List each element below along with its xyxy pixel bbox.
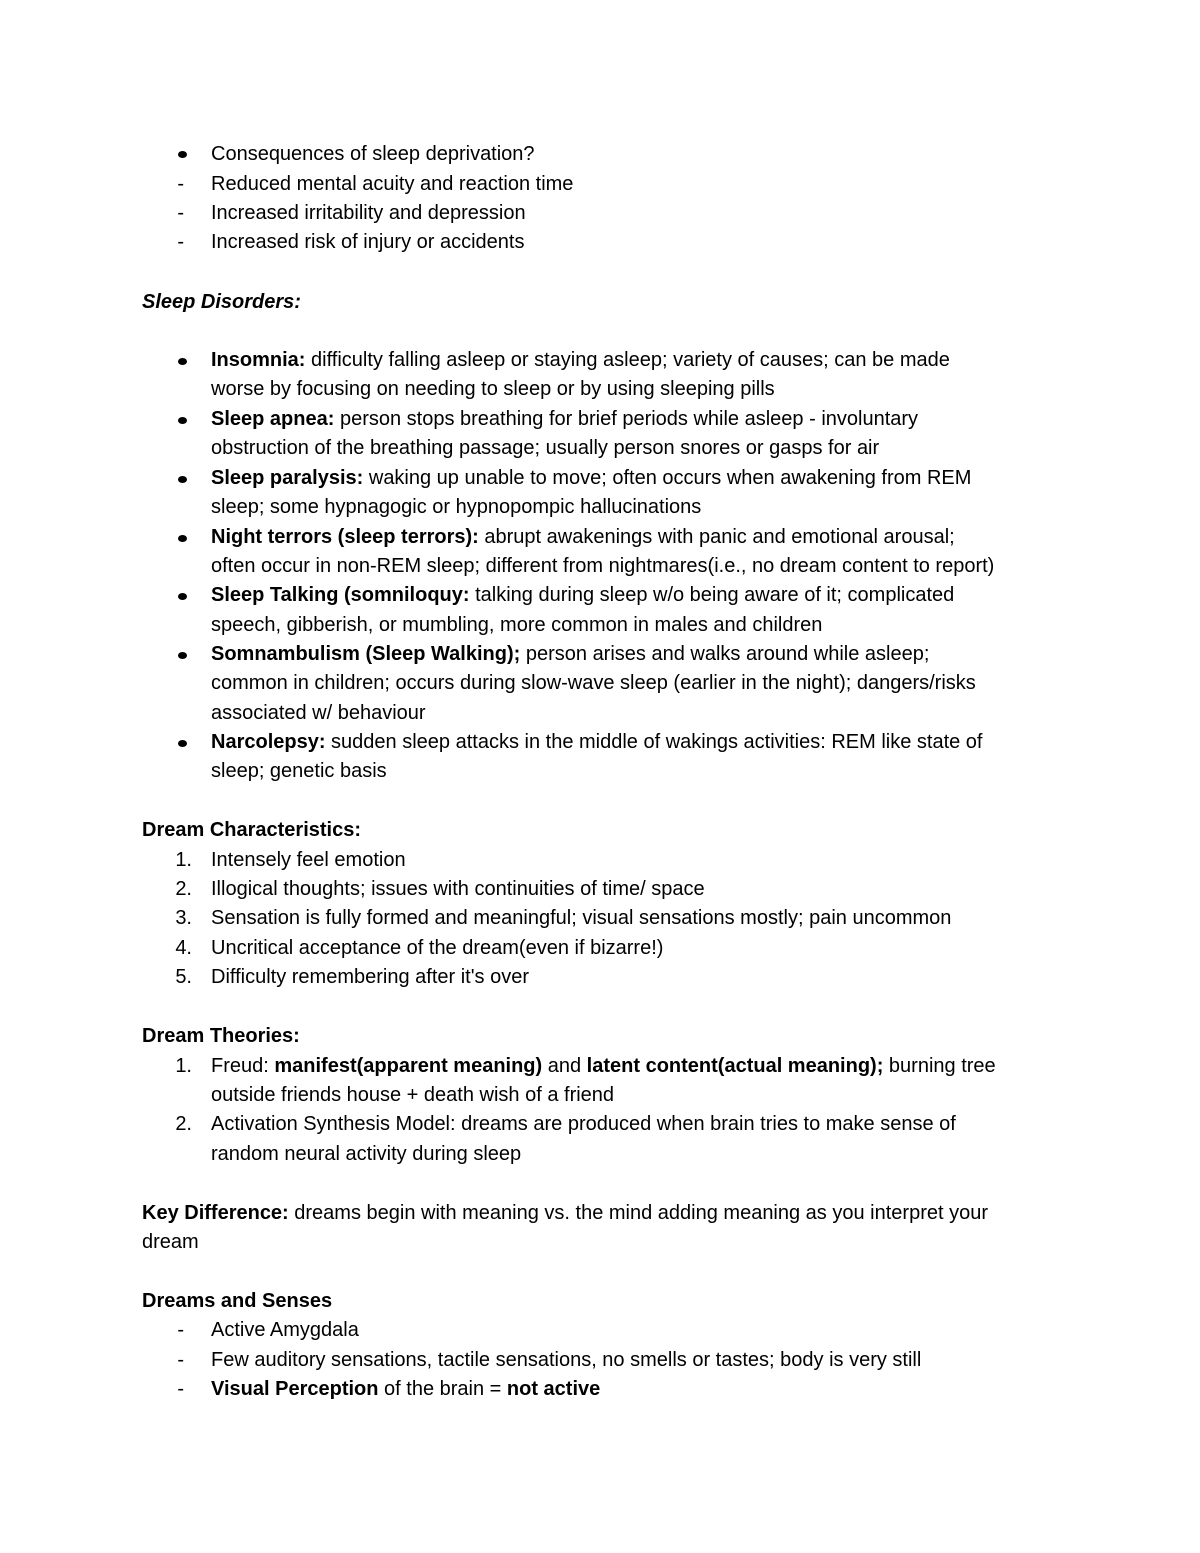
characteristic-item: Illogical thoughts; issues with continuities of time/ space bbox=[211, 878, 705, 900]
characteristic-item: Uncritical acceptance of the dream(even if bizarre!) bbox=[211, 937, 664, 959]
characteristic-item: Sensation is fully formed and meaningful; visual sensations mostly; pain uncommon bbox=[211, 907, 952, 929]
disorder-term: Night terrors (sleep terrors): bbox=[211, 526, 479, 548]
disorder-sleep-talking bbox=[211, 581, 954, 610]
senses-item: Active Amygdala bbox=[211, 1319, 359, 1341]
dash-marker: - bbox=[177, 173, 184, 195]
disorder-desc-cont: common in children; occurs during slow-wave sleep (earlier in the night); dangers/risks bbox=[211, 672, 976, 694]
key-difference-cont: dream bbox=[142, 1231, 199, 1253]
disorder-desc: difficulty falling asleep or staying asleep; variety of causes; can be made bbox=[305, 349, 950, 371]
list-number: 1. bbox=[175, 849, 192, 871]
theory-activation: Activation Synthesis Model: dreams are produced when brain tries to make sense of bbox=[211, 1113, 956, 1135]
dash-marker: - bbox=[177, 1349, 184, 1371]
characteristic-item: Difficulty remembering after it's over bbox=[211, 966, 529, 988]
disorder-desc: person stops breathing for brief periods while asleep - involuntary bbox=[334, 408, 919, 430]
theory-activation-cont: random neural activity during sleep bbox=[211, 1143, 522, 1165]
dash-marker: - bbox=[177, 1378, 184, 1400]
theory-freud bbox=[211, 1052, 996, 1081]
theory-prefix: Freud: bbox=[211, 1055, 275, 1077]
consequence-item: Reduced mental acuity and reaction time bbox=[211, 173, 574, 195]
theory-mid: and bbox=[542, 1055, 587, 1077]
senses-visual-mid: of the brain = bbox=[378, 1378, 507, 1400]
theory-term-latent: latent content(actual meaning); bbox=[586, 1055, 884, 1077]
disorder-desc: waking up unable to move; often occurs when awakening from REM bbox=[363, 467, 972, 489]
dream-characteristics-heading: Dream Characteristics: bbox=[142, 819, 361, 841]
disorder-term: Sleep paralysis: bbox=[211, 467, 364, 489]
list-number: 2. bbox=[175, 878, 192, 900]
theory-freud-cont: outside friends house + death wish of a friend bbox=[211, 1084, 615, 1106]
dash-marker: - bbox=[177, 202, 184, 224]
list-number: 3. bbox=[175, 907, 192, 929]
disorder-term: Somnambulism (Sleep Walking); bbox=[211, 643, 521, 665]
disorder-desc-cont: sleep; some hypnagogic or hypnopompic hallucinations bbox=[211, 496, 702, 518]
disorder-desc: talking during sleep w/o being aware of it; complicated bbox=[469, 584, 955, 606]
dash-marker: - bbox=[177, 231, 184, 253]
disorder-narcolepsy bbox=[211, 728, 982, 757]
disorder-term: Sleep Talking (somniloquy: bbox=[211, 584, 470, 606]
senses-item: Few auditory sensations, tactile sensations, no smells or tastes; body is very still bbox=[211, 1349, 922, 1371]
list-number: 2. bbox=[175, 1113, 192, 1135]
list-number: 4. bbox=[175, 937, 192, 959]
consequence-item: Increased risk of injury or accidents bbox=[211, 231, 525, 253]
bullet-marker bbox=[178, 652, 187, 659]
disorder-desc-cont: sleep; genetic basis bbox=[211, 760, 387, 782]
disorder-desc-cont: obstruction of the breathing passage; usually person snores or gasps for air bbox=[211, 437, 880, 459]
disorder-sleep-paralysis bbox=[211, 464, 971, 493]
theory-suffix: burning tree bbox=[883, 1055, 996, 1077]
disorder-desc: abrupt awakenings with panic and emotional arousal; bbox=[478, 526, 955, 548]
theory-term-manifest: manifest(apparent meaning) bbox=[274, 1055, 543, 1077]
bullet-marker bbox=[178, 476, 187, 483]
key-difference-label: Key Difference: bbox=[142, 1202, 289, 1224]
disorder-desc-cont: often occur in non-REM sleep; different from nightmares(i.e., no dream content to report) bbox=[211, 555, 995, 577]
bullet-marker bbox=[178, 535, 187, 542]
dream-theories-heading: Dream Theories: bbox=[142, 1025, 300, 1047]
key-difference bbox=[142, 1199, 988, 1228]
disorder-desc-cont: worse by focusing on needing to sleep or by using sleeping pills bbox=[211, 378, 775, 400]
dreams-senses-heading: Dreams and Senses bbox=[142, 1290, 333, 1312]
consequence-item: Increased irritability and depression bbox=[211, 202, 526, 224]
characteristic-item: Intensely feel emotion bbox=[211, 849, 406, 871]
disorder-term: Sleep apnea: bbox=[211, 408, 335, 430]
bullet-marker bbox=[178, 358, 187, 365]
disorder-insomnia bbox=[211, 346, 950, 375]
dash-marker: - bbox=[177, 1319, 184, 1341]
disorder-desc: sudden sleep attacks in the middle of wakings activities: REM like state of bbox=[325, 731, 983, 753]
list-number: 1. bbox=[175, 1055, 192, 1077]
list-number: 5. bbox=[175, 966, 192, 988]
disorder-sleep-apnea bbox=[211, 405, 918, 434]
consequences-question: Consequences of sleep deprivation? bbox=[211, 143, 535, 165]
disorder-night-terrors bbox=[211, 523, 955, 552]
key-difference-text: dreams begin with meaning vs. the mind adding meaning as you interpret your bbox=[288, 1202, 988, 1224]
bullet-marker bbox=[178, 593, 187, 600]
sleep-disorders-heading: Sleep Disorders: bbox=[142, 291, 301, 313]
disorder-somnambulism bbox=[211, 640, 929, 669]
disorder-desc-cont: speech, gibberish, or mumbling, more common in males and children bbox=[211, 614, 823, 636]
senses-visual-status: not active bbox=[506, 1378, 601, 1400]
disorder-desc-cont: associated w/ behaviour bbox=[211, 702, 426, 724]
bullet-marker bbox=[178, 151, 187, 158]
senses-visual-term: Visual Perception bbox=[211, 1378, 379, 1400]
bullet-marker bbox=[178, 417, 187, 424]
disorder-term: Insomnia: bbox=[211, 349, 306, 371]
disorder-desc: person arises and walks around while asleep; bbox=[520, 643, 930, 665]
senses-visual bbox=[211, 1375, 600, 1404]
bullet-marker bbox=[178, 740, 187, 747]
disorder-term: Narcolepsy: bbox=[211, 731, 326, 753]
